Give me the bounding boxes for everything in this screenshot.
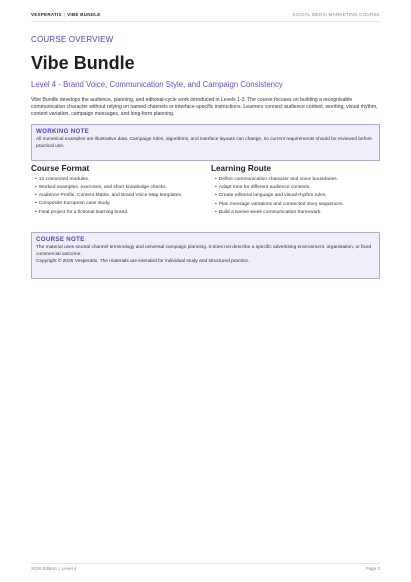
intro-paragraph: Vibe Bundle develops the audience, planning, and editorial-cycle work introduced in Levels 1-3. The course focuses on building a recognisable communication character without relying on named channels or interface-specific instructions. Learners connect audience context, wording, visual rhythm, content variation, campaign messages, and long-form planning. <box>31 97 378 117</box>
learning-route-list <box>211 176 376 217</box>
working-note-title: WORKING NOTE <box>36 128 90 135</box>
page-header <box>31 9 380 22</box>
working-note-box <box>31 124 380 161</box>
level-label: Level 4 <box>61 566 77 571</box>
copyright-text: Copyright © 2026 Vesperatix. The materials are intended for individual study and structured practice. <box>36 259 250 265</box>
list-item: • Worked examples, exercises, and short knowledge checks. <box>35 185 167 191</box>
list-item: • Create editorial language and visual-rhythm rules. <box>215 193 327 199</box>
bundle-name: VIBE BUNDLE <box>67 11 101 17</box>
course-format-column <box>31 164 196 217</box>
list-item: • Build a twelve-week communication framework. <box>215 209 322 215</box>
working-note-text: All numerical examples are illustrative data. Campaign rules, algorithms, and interface layouts can change, so current requirements should be reviewed before practical use. <box>36 137 372 149</box>
list-item: • 12 connected modules. <box>35 177 90 182</box>
course-format-list <box>31 176 196 217</box>
learning-route-heading: Learning Route <box>211 164 272 173</box>
bullet-icon: • <box>215 201 217 207</box>
bullet-icon: • <box>215 193 217 199</box>
bullet-icon: • <box>35 185 37 191</box>
course-note-title: COURSE NOTE <box>36 236 85 243</box>
course-note-box <box>31 232 380 279</box>
page-number: Page 2 <box>365 566 380 571</box>
list-item: • Audience Profile, Content Matrix, and Brand Voice Map templates. <box>35 193 183 199</box>
brand-name: VESPERATIX <box>31 11 62 17</box>
bullet-icon: • <box>215 209 217 215</box>
list-item: • Adapt tone for different audience contexts. <box>215 185 311 191</box>
list-item: • Plan message variations and connected story sequences. <box>215 201 344 207</box>
footer-separator: | <box>58 566 60 571</box>
edition-label: 2026 Edition <box>31 566 57 571</box>
course-note-text: The material uses neutral channel terminology and universal campaign planning. It does not describe a specific advertising environment, organisation, or fixed commercial outcome. <box>36 245 372 257</box>
bullet-icon: • <box>35 177 37 182</box>
list-item: • Define communication character and voice boundaries. <box>215 177 339 182</box>
page-title: Vibe Bundle <box>31 53 135 73</box>
header-brand-line <box>31 12 101 17</box>
page-subtitle: Level 4 - Brand Voice, Communication Style, and Campaign Consistency <box>31 80 283 89</box>
bullet-icon: • <box>35 201 37 207</box>
list-item: • Final project for a fictional learning brand. <box>35 209 129 215</box>
bullet-icon: • <box>35 209 37 215</box>
footer-edition-line <box>31 566 77 571</box>
course-name: SOCIAL MEDIA MARKETING COURSE <box>292 11 380 17</box>
bullet-icon: • <box>215 177 217 182</box>
header-separator: | <box>63 11 66 17</box>
section-kicker: COURSE OVERVIEW <box>31 35 114 44</box>
bullet-icon: • <box>215 185 217 191</box>
list-item: • Composite European case study. <box>35 201 111 207</box>
page-footer <box>31 563 380 571</box>
bullet-icon: • <box>35 193 37 199</box>
learning-route-column <box>211 164 376 217</box>
course-format-heading: Course Format <box>31 164 90 173</box>
